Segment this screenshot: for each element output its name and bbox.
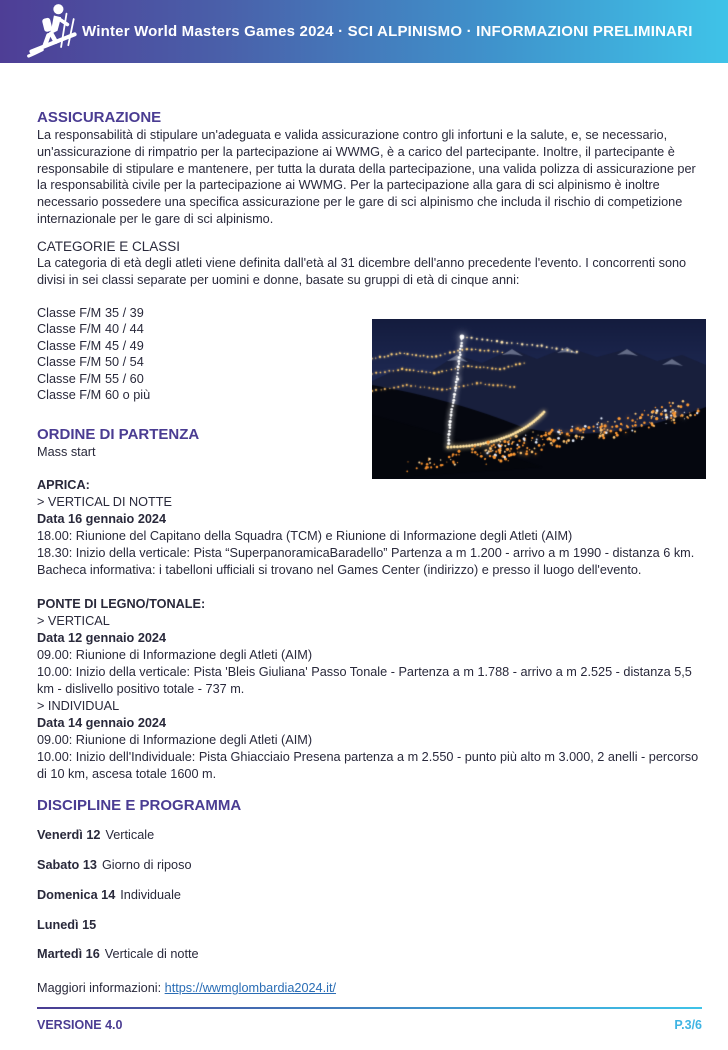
footer-divider <box>37 1007 702 1009</box>
class-label: Classe F/M <box>37 338 102 353</box>
schedule-day: Domenica 14 <box>37 887 116 902</box>
aprica-title: APRICA: <box>37 477 90 492</box>
schedule-row <box>37 946 702 963</box>
schedule-row <box>37 917 702 934</box>
ponte-event-line: 10.00: Inizio dell'Individuale: Pista Ghiacciaio Presena partenza a m 2.550 - punto più alto m 3.000, 2 anelli - percorso di 10 km, ascesa totale 1600 m. <box>37 749 699 781</box>
ponte-event-line: 09.00: Riunione di Informazione degli Atleti (AIM) <box>37 647 313 662</box>
aprica-block <box>37 477 702 562</box>
ski-mountaineer-icon <box>26 0 80 63</box>
schedule-day: Sabato 13 <box>37 858 97 873</box>
schedule-activity: Individuale <box>120 887 181 902</box>
class-label: Classe F/M <box>37 355 102 370</box>
class-value: 50 / 54 <box>105 355 144 370</box>
aprica-line: 18.30: Inizio della verticale: Pista “SuperpanoramicaBaradello” Partenza a m 1.200 - arrivo a m 1990 - distanza 6 km. <box>37 545 695 560</box>
schedule-activity: Giorno di riposo <box>101 858 192 873</box>
page-title: Winter World Masters Games 2024 · SCI ALPINISMO · INFORMAZIONI PRELIMINARI <box>82 23 693 40</box>
schedule-activity: Verticale di notte <box>104 947 199 962</box>
class-label: Classe F/M <box>37 371 102 386</box>
aprica-event: > VERTICAL DI NOTTE <box>37 494 173 509</box>
more-info-line <box>37 980 702 997</box>
header-bar <box>0 0 728 63</box>
ponte-event-name: > VERTICAL <box>37 613 110 628</box>
ponte-title: PONTE DI LEGNO/TONALE: <box>37 596 206 611</box>
schedule-day: Lunedì 15 <box>37 917 97 932</box>
section-heading-assicurazione: ASSICURAZIONE <box>37 109 162 126</box>
aprica-date: Data 16 gennaio 2024 <box>37 511 167 526</box>
more-info-link[interactable]: https://wwmglombardia2024.it/ <box>164 981 337 996</box>
page-footer <box>37 1007 702 1032</box>
section-heading-discipline: DISCIPLINE E PROGRAMMA <box>37 796 242 814</box>
section-heading-ordine: ORDINE DI PARTENZA <box>37 425 200 443</box>
bacheca-note: Bacheca informativa: i tabelloni ufficiali si trovano nel Games Center (indirizzo) e presso il luogo dell'evento. <box>37 562 642 577</box>
class-value: 45 / 49 <box>105 338 144 353</box>
class-value: 40 / 44 <box>105 322 144 337</box>
night-race-photo <box>372 319 706 479</box>
schedule-row <box>37 887 702 904</box>
section-heading-categorie: CATEGORIE E CLASSI <box>37 238 181 254</box>
ponte-event-date: Data 14 gennaio 2024 <box>37 715 167 730</box>
schedule-day: Venerdì 12 <box>37 828 101 843</box>
document-content <box>0 63 728 997</box>
ponte-event-name: > INDIVIDUAL <box>37 698 120 713</box>
page-number: P.3/6 <box>674 1018 702 1032</box>
class-value: 55 / 60 <box>105 371 144 386</box>
class-label: Classe F/M <box>37 322 102 337</box>
schedule-list <box>37 827 702 963</box>
class-label: Classe F/M <box>37 388 102 403</box>
ponte-block <box>37 596 702 783</box>
assicurazione-paragraph: La responsabilità di stipulare un'adeguata e valida assicurazione contro gli infortuni e la salute, e, se necessario, un'assicurazione di rimpatrio per la partecipazione ai WWMG, è a carico del partecipante. Inoltre, il partecipante è responsabile di stipulare e mantenere, per tutta la durata della partecipazione, una valida polizza di assicurazione per la responsabilità civile per la partecipazione ai WWMG. Per la partecipazione alla gara di sci alpinismo è inoltre necessario possedere una specifica assicurazione per le gare di sci alpinismo che includa il rischio di competizione internazionale per le gare di sci alpinismo. <box>37 128 696 226</box>
version-label: VERSIONE 4.0 <box>37 1018 123 1032</box>
schedule-day: Martedì 16 <box>37 947 100 962</box>
ponte-event-date: Data 12 gennaio 2024 <box>37 630 167 645</box>
ponte-event-line: 09.00: Riunione di Informazione degli Atleti (AIM) <box>37 732 313 747</box>
class-value: 35 / 39 <box>105 305 144 320</box>
class-value: 60 o più <box>105 388 151 403</box>
categorie-paragraph: La categoria di età degli atleti viene definita dall'età al 31 dicembre dell'anno precedente l'evento. I concorrenti sono divisi in sei classi separate per uomini e donne, basate su gruppi di età di cinque anni: <box>37 255 687 287</box>
aprica-line: 18.00: Riunione del Capitano della Squadra (TCM) e Riunione di Informazione degli Atleti (AIM) <box>37 528 573 543</box>
schedule-row <box>37 827 702 844</box>
class-label: Classe F/M <box>37 305 102 320</box>
schedule-row <box>37 857 702 874</box>
more-info-label: Maggiori informazioni: <box>37 981 162 996</box>
ponte-event-line: 10.00: Inizio della verticale: Pista 'Bleis Giuliana' Passo Tonale - Partenza a m 1.788 - arrivo a m 2.525 - distanza 5,5 km - dislivello positivo totale - 737 m. <box>37 664 692 696</box>
schedule-activity: Verticale <box>105 828 155 843</box>
ordine-body: Mass start <box>37 444 96 459</box>
